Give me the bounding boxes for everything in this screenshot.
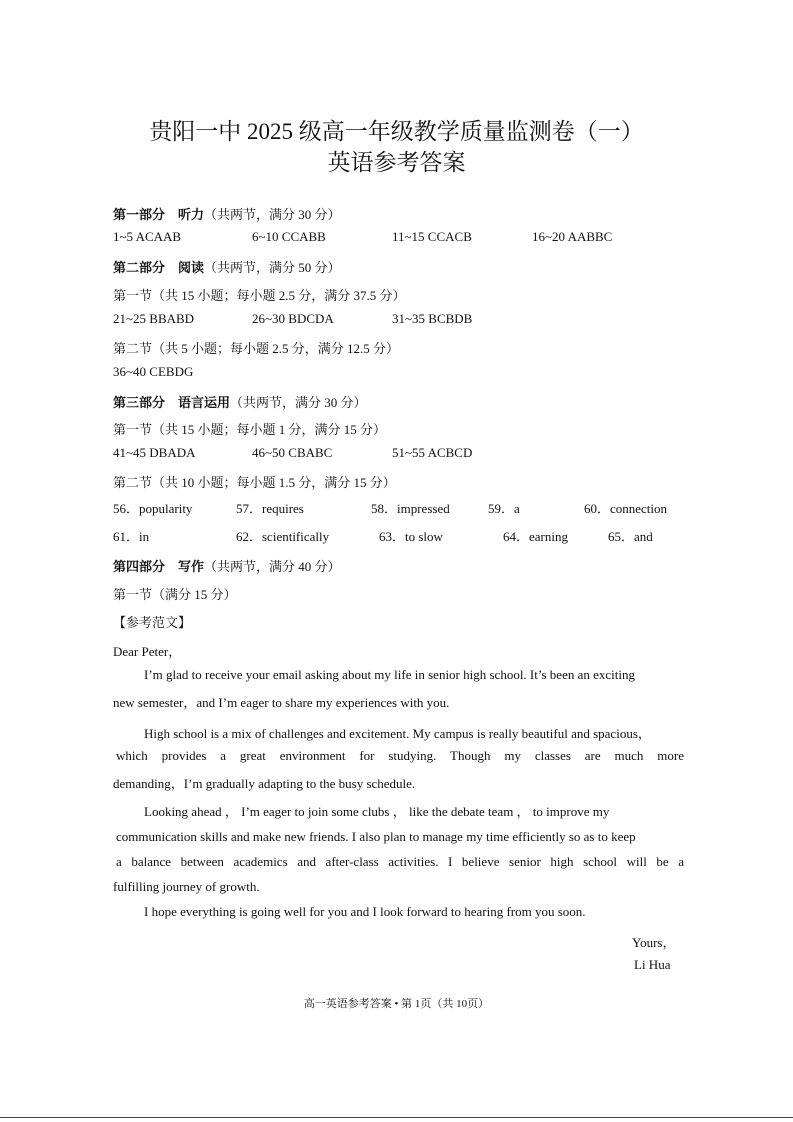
sample-essay-label: 【参考范文】: [113, 615, 192, 630]
letter-greeting: Dear Peter，: [113, 644, 182, 659]
part2-heading-row: [113, 257, 341, 276]
answer-group: 6~10 CCABB: [252, 229, 326, 244]
letter-line: I’m glad to receive your email asking about my life in senior high school. It’s been an exciting: [144, 667, 635, 682]
part4-note: （共两节，满分 40 分）: [204, 559, 341, 574]
part2-section1-note: 第一节（共 15 小题；每小题 2.5 分，满分 37.5 分）: [113, 288, 406, 303]
letter-line: new semester，and I’m eager to share my experiences with you.: [113, 695, 450, 710]
part1-heading: 第一部分 听力: [113, 207, 205, 222]
letter-line: I hope everything is going well for you and I look forward to hearing from you soon.: [144, 904, 586, 919]
answer-group: 16~20 AABBC: [532, 229, 613, 244]
part4-heading-row: [113, 556, 341, 575]
fill-answer: 62．scientifically: [236, 529, 330, 544]
part3-section1-note: 第一节（共 15 小题；每小题 1 分，满分 15 分）: [113, 422, 387, 437]
part1-heading-row: [113, 204, 341, 223]
fill-answer: 64．earning: [503, 529, 568, 544]
answer-group: 26~30 BDCDA: [252, 311, 334, 326]
part4-heading: 第四部分 写作: [113, 559, 205, 574]
letter-closing: Yours，: [632, 935, 676, 950]
answer-group: 1~5 ACAAB: [113, 229, 182, 244]
fill-answer: 65．and: [608, 529, 653, 544]
fill-answer: 58．impressed: [371, 501, 450, 516]
part1-note: （共两节，满分 30 分）: [204, 207, 341, 222]
page-subtitle: 英语参考答案: [327, 150, 466, 175]
part3-section2-note: 第二节（共 10 小题；每小题 1.5 分，满分 15 分）: [113, 475, 396, 490]
answer-group: 41~45 DBADA: [113, 445, 196, 460]
fill-answer: 56．popularity: [113, 501, 193, 516]
letter-signature: Li Hua: [634, 957, 671, 972]
fill-answer: 60．connection: [584, 501, 668, 516]
letter-line: High school is a mix of challenges and excitement. My campus is really beautiful and spacious，: [144, 726, 651, 741]
answer-group: 46~50 CBABC: [252, 445, 333, 460]
fill-answer: 61．in: [113, 529, 150, 544]
letter-line: which provides a great environment for studying. Though my classes are much more: [116, 748, 684, 763]
letter-line: demanding，I’m gradually adapting to the busy schedule.: [113, 776, 416, 791]
page-bottom-rule: [0, 1117, 793, 1118]
letter-line: a balance between academics and after-class activities. I believe senior high school will be a: [116, 854, 684, 869]
answer-group: 31~35 BCBDB: [392, 311, 473, 326]
letter-line: communication skills and make new friends. I also plan to manage my time efficiently so as to keep: [116, 829, 636, 844]
answer-group: 11~15 CCACB: [392, 229, 472, 244]
answer-group: 21~25 BBABD: [113, 311, 195, 326]
part2-note: （共两节，满分 50 分）: [204, 260, 341, 275]
page-title: 贵阳一中 2025 级高一年级教学质量监测卷（一）: [149, 119, 644, 144]
fill-answer: 57．requires: [236, 501, 304, 516]
answer-group: 36~40 CEBDG: [113, 364, 194, 379]
fill-answer: 59．a: [488, 501, 520, 516]
part2-heading: 第二部分 阅读: [113, 260, 205, 275]
part3-heading-row: [113, 392, 367, 411]
fill-answer: 63．to slow: [379, 529, 443, 544]
part3-note: （共两节，满分 30 分）: [230, 395, 367, 410]
letter-line: fulfilling journey of growth.: [113, 879, 260, 894]
page-footer: 高一英语参考答案 • 第 1页（共 10页）: [303, 998, 490, 1010]
answer-group: 51~55 ACBCD: [392, 445, 473, 460]
part2-section2-note: 第二节（共 5 小题；每小题 2.5 分，满分 12.5 分）: [113, 341, 400, 356]
letter-line: Looking ahead ， I’m eager to join some clubs ， like the debate team ， to improve my: [144, 804, 610, 819]
part4-section1-note: 第一节（满分 15 分）: [113, 587, 237, 602]
part3-heading: 第三部分 语言运用: [113, 395, 231, 410]
